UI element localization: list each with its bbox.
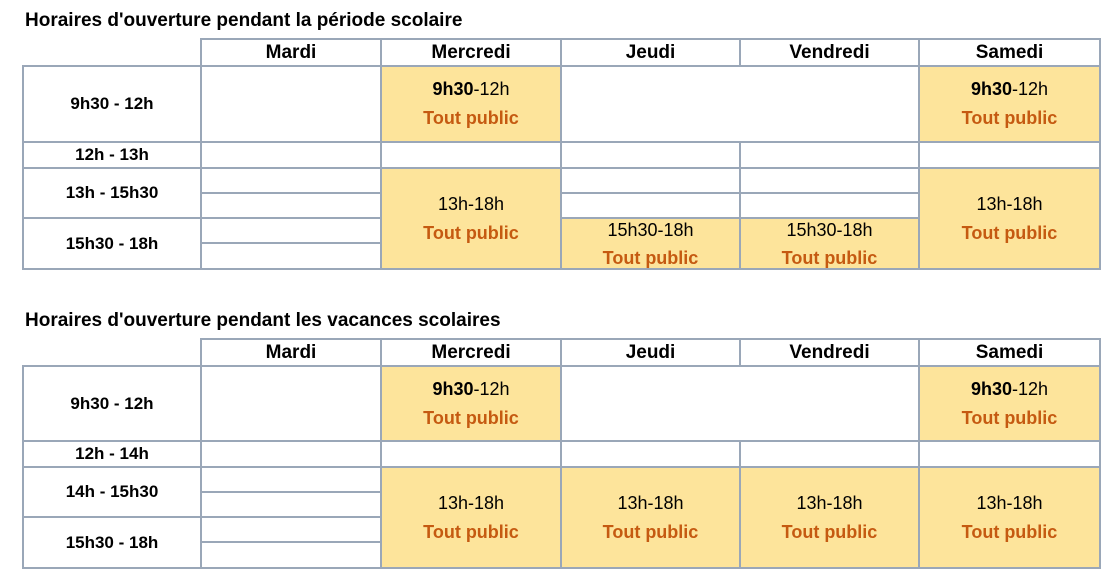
opening-time: 15h30-18h [607, 219, 694, 240]
day-header-wednesday: Mercredi [380, 338, 560, 365]
day-header-tuesday: Mardi [200, 338, 380, 365]
audience-label: Tout public [602, 247, 699, 268]
time-slot-label: 14h - 15h30 [22, 466, 200, 516]
audience-label: Tout public [781, 521, 878, 542]
time-slot-label: 15h30 - 18h [22, 516, 200, 567]
empty-cell [200, 365, 380, 440]
day-header-friday: Vendredi [739, 38, 918, 65]
section-title-school: Horaires d'ouverture pendant la période scolaire [25, 10, 463, 31]
opening-time: 15h30-18h [786, 219, 873, 240]
opening-block-saturday-morning [918, 365, 1099, 440]
empty-cell [200, 541, 380, 567]
opening-time: 13h-18h [617, 492, 684, 513]
audience-label: Tout public [961, 222, 1058, 243]
day-header-tuesday: Mardi [200, 38, 380, 65]
day-header-saturday: Samedi [918, 338, 1099, 365]
empty-cell [200, 491, 380, 516]
empty-cell [918, 440, 1099, 466]
opening-block-wednesday-morning [380, 365, 560, 440]
day-header-friday: Vendredi [739, 338, 918, 365]
empty-cell [560, 365, 918, 440]
day-header-saturday: Samedi [918, 38, 1099, 65]
empty-cell [200, 516, 380, 541]
opening-time: 13h-18h [976, 492, 1043, 513]
audience-label: Tout public [961, 108, 1058, 128]
opening-block-thursday-afternoon [560, 466, 739, 567]
time-slot-label: 12h - 13h [22, 141, 200, 167]
opening-block-wednesday-afternoon [380, 466, 560, 567]
empty-cell [200, 440, 380, 466]
audience-label: Tout public [423, 521, 519, 542]
day-header-thursday: Jeudi [560, 38, 739, 65]
audience-label: Tout public [602, 521, 699, 542]
time-slot-label: 15h30 - 18h [22, 217, 200, 268]
opening-time: 13h-18h [437, 193, 505, 214]
empty-cell [200, 466, 380, 491]
audience-label: Tout public [961, 521, 1058, 542]
time-slot-label: 13h - 15h30 [22, 167, 200, 217]
opening-time: 13h-18h [796, 492, 863, 513]
day-header-thursday: Jeudi [560, 338, 739, 365]
empty-cell [380, 440, 560, 466]
audience-label: Tout public [781, 247, 878, 268]
audience-label: Tout public [961, 407, 1058, 428]
time-slot-label: 9h30 - 12h [22, 65, 200, 141]
opening-time: 13h-18h [437, 492, 505, 513]
opening-time: 9h30-12h [970, 378, 1049, 399]
audience-label: Tout public [423, 222, 519, 243]
opening-time: 9h30-12h [970, 79, 1049, 99]
opening-block-friday-afternoon [739, 466, 918, 567]
time-slot-label: 9h30 - 12h [22, 365, 200, 440]
opening-time: 9h30-12h [432, 378, 510, 399]
section-title-holidays: Horaires d'ouverture pendant les vacances scolaires [25, 310, 501, 331]
opening-time: 13h-18h [976, 193, 1043, 214]
empty-cell [739, 440, 918, 466]
time-slot-label: 12h - 14h [22, 440, 200, 466]
audience-label: Tout public [423, 407, 519, 428]
day-header-wednesday: Mercredi [380, 38, 560, 65]
empty-cell [560, 440, 739, 466]
audience-label: Tout public [423, 108, 519, 128]
opening-time: 9h30-12h [432, 79, 510, 99]
opening-block-saturday-afternoon [918, 466, 1099, 567]
